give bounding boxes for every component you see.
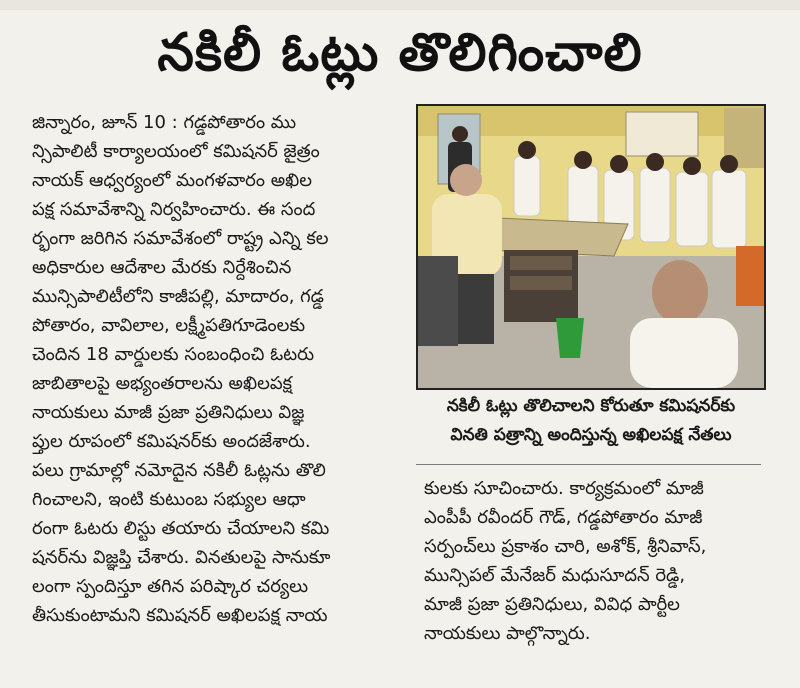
body-line: నాయకులు పాల్గొన్నారు. [424, 623, 591, 644]
body-line: రంగా ఓటరు లిస్టు తయారు చేయాలని కమి [32, 518, 330, 539]
body-line: ప్తుల రూపంలో కమిషనర్‌కు అందజేశారు. [32, 431, 311, 452]
body-line: అధికారుల ఆదేశాల మేరకు నిర్దేశించిన [32, 257, 292, 278]
body-line: కులకు సూచించారు. కార్యక్రమంలో మాజీ [424, 478, 704, 499]
headline: నకిలీ ఓట్లు తొలిగించాలి [157, 23, 643, 83]
previous-article-strip [0, 0, 800, 10]
body-line: షనర్‌ను విజ్ఞప్తి చేశారు. వినతులపై సానుకూ [32, 547, 331, 568]
body-line: నాయక్ ఆధ్వర్యంలో మంగళవారం అఖిల [32, 170, 312, 191]
article-body-left [32, 108, 394, 630]
body-line: లంగా స్పందిస్తూ తగిన పరిష్కార చర్యలు [32, 576, 309, 597]
body-line: మున్సిపల్ మేనేజర్ మధుసూదన్ రెడ్డి, [424, 565, 686, 586]
body-line: పలు గ్రామాల్లో నమోదైన నకిలీ ఓట్లను తొలి [32, 460, 326, 481]
article-body-right [424, 474, 772, 648]
body-line: న్సిపాలిటీ కార్యాలయంలో కమిషనర్ జైత్రం [32, 141, 320, 162]
body-line: జిన్నారం, జూన్ 10 : గడ్డపోతారం ము [32, 112, 297, 133]
body-line: తీసుకుంటామని కమిషనర్ అఖిలపక్ష నాయ [32, 605, 328, 626]
body-line: మున్సిపాలిటీలోని కాజీపల్లి, మాదారం, గడ్డ [32, 286, 325, 307]
body-line: జాబితాలపై అభ్యంతరాలను అఖిలపక్ష [32, 373, 293, 394]
body-line: మాజీ ప్రజా ప్రతినిధులు, వివిధ పార్టీల [424, 594, 680, 615]
body-line: ఎంపీపీ రవీందర్ గౌడ్, గడ్డపోతారం మాజీ [424, 507, 703, 528]
photo-caption [416, 392, 766, 450]
meeting-photo-illustration [418, 106, 764, 388]
body-line: పక్ష సమావేశాన్ని నిర్వహించారు. ఈ సంద [32, 199, 316, 220]
body-line: నాయకులు మాజీ ప్రజా ప్రతినిధులు విజ్ఞ [32, 402, 305, 423]
body-line: ర్భంగా జరిగిన సమావేశంలో రాష్ట్ర ఎన్ని కల [32, 228, 329, 249]
caption-line: వినతి పత్రాన్ని అందిస్తున్న అఖిలపక్ష నేతలు [450, 425, 732, 445]
caption-line: నకిలీ ఓట్లు తొలిచాలని కోరుతూ కమిషనర్‌కు [446, 396, 736, 416]
divider [416, 464, 761, 465]
body-line: గించాలని, ఇంటి కుటుంబ సభ్యుల ఆధా [32, 489, 306, 510]
news-photo [416, 104, 766, 390]
body-line: చెందిన 18 వార్డులకు సంబంధించి ఓటరు [32, 344, 315, 365]
body-line: పోతారం, వావిలాల, లక్ష్మీపతిగూడెంలకు [32, 315, 306, 336]
body-line: సర్పంచ్‌లు ప్రకాశం చారి, అశోక్, శ్రీనివాస్, [424, 536, 707, 557]
